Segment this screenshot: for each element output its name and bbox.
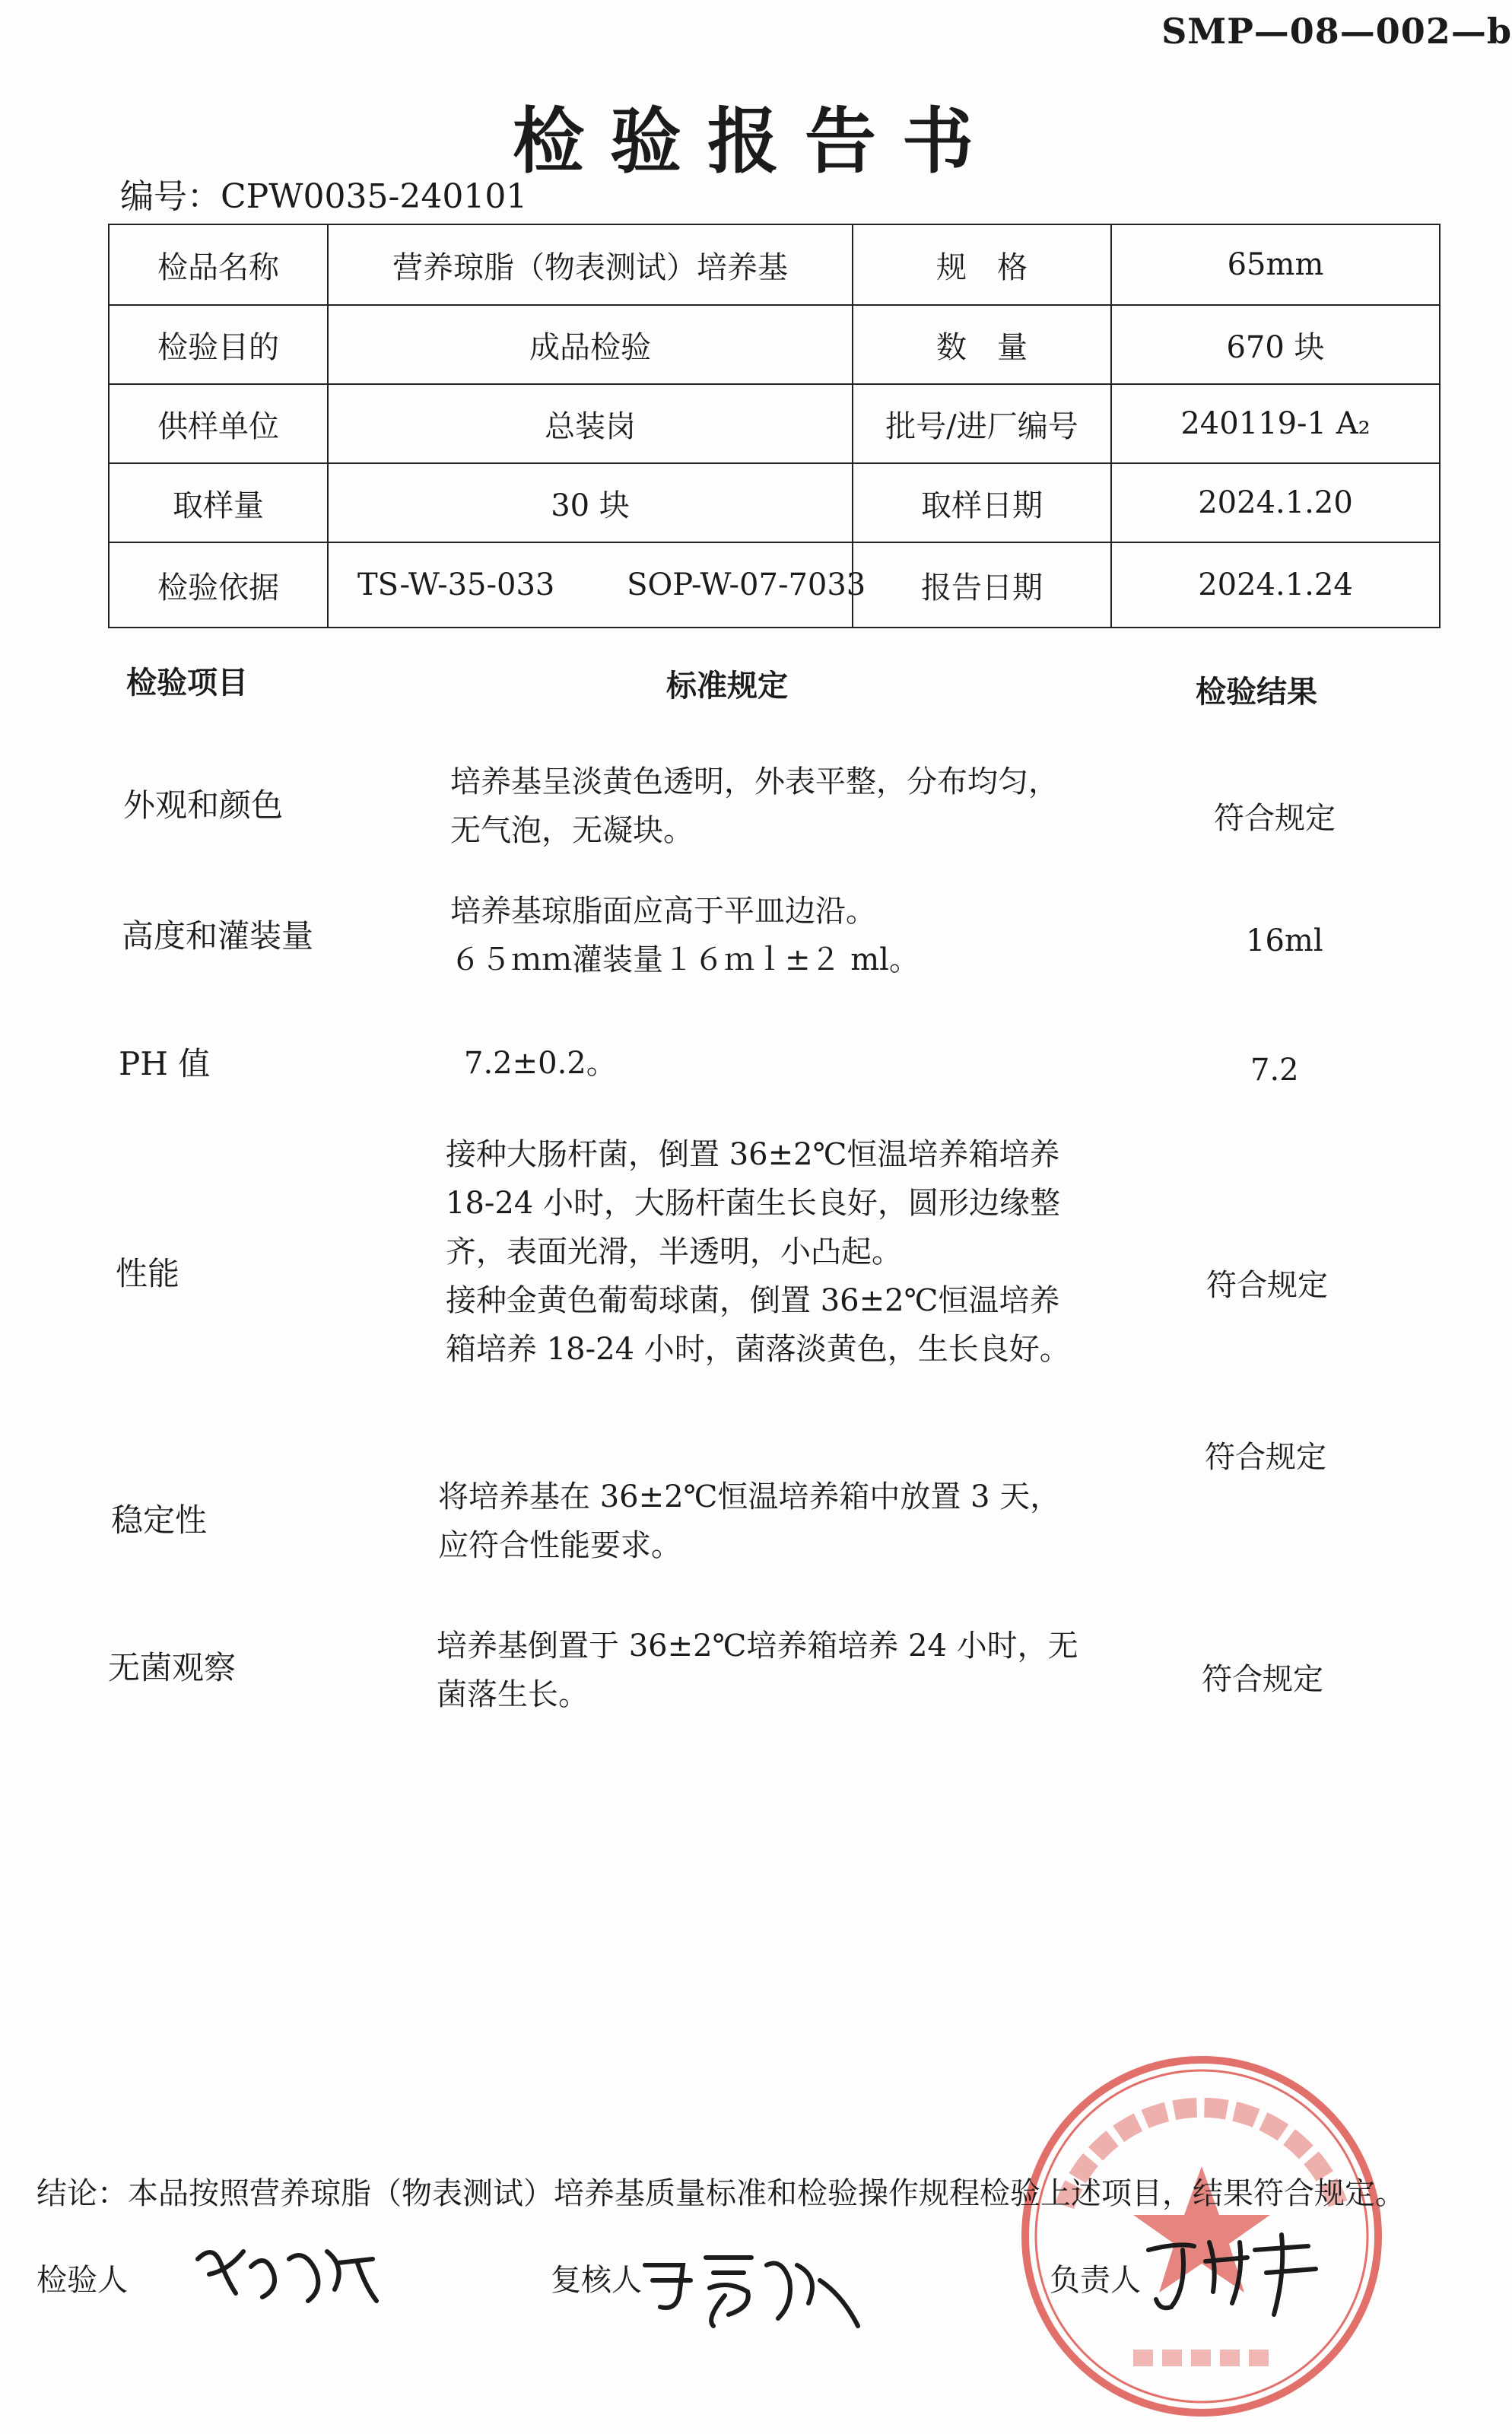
basis-label: 检验依据 xyxy=(109,542,328,628)
standard-line: 接种金黄色葡萄球菌，倒置 36±2℃恒温培养 xyxy=(446,1283,1060,1318)
report-date-value: 2024.1.24 xyxy=(1111,542,1440,628)
reviewer-label: 复核人 xyxy=(551,2263,642,2298)
standard-line: 菌落生长。 xyxy=(437,1677,589,1712)
responsible-label: 负责人 xyxy=(1050,2263,1141,2298)
result-standard xyxy=(437,1622,1078,1719)
basis-doc-1: TS-W-35-033 xyxy=(357,567,555,602)
table-row xyxy=(109,224,1440,305)
result-item-label: 高度和灌装量 xyxy=(122,917,314,955)
standard-line: 7.2±0.2。 xyxy=(464,1046,617,1081)
basis-doc-2: SOP-W-07-7033 xyxy=(627,567,866,602)
purpose-label: 检验目的 xyxy=(109,305,328,384)
quantity-value: 670 块 xyxy=(1111,305,1440,384)
result-standard xyxy=(438,1473,1060,1570)
result-item-label: 外观和颜色 xyxy=(123,786,284,824)
document-number: 编号：CPW0035-240101 xyxy=(120,177,528,216)
product-name-value: 营养琼脂（物表测试）培养基 xyxy=(328,224,853,305)
result-standard xyxy=(450,758,1059,855)
result-standard xyxy=(446,1130,1070,1374)
standard-line: 应符合性能要求。 xyxy=(438,1528,681,1563)
purpose-value: 成品检验 xyxy=(328,305,853,384)
result-item-label: 性能 xyxy=(116,1255,180,1292)
quantity-label: 数 量 xyxy=(853,305,1111,384)
conclusion: 结论：本品按照营养琼脂（物表测试）培养基质量标准和检验操作规程检验上述项目，结果符合规定。 xyxy=(37,2176,1406,2211)
table-row xyxy=(109,305,1440,384)
report-date-label: 报告日期 xyxy=(853,542,1111,628)
result-standard xyxy=(464,1039,617,1088)
basis-value xyxy=(328,542,866,628)
table-row xyxy=(109,463,1440,542)
result-value: 符合规定 xyxy=(1206,1268,1328,1303)
standard-line: 培养基琼脂面应高于平皿边沿。 xyxy=(450,894,876,929)
info-table xyxy=(108,224,1441,628)
sample-amount-value: 30 块 xyxy=(328,463,853,542)
standard-line: 培养基倒置于 36±2℃培养箱培养 24 小时，无 xyxy=(437,1628,1078,1663)
spec-value: 65mm xyxy=(1111,224,1440,305)
result-standard xyxy=(450,887,920,984)
spec-label: 规 格 xyxy=(853,224,1111,305)
sample-date-label: 取样日期 xyxy=(853,463,1111,542)
standard-line: 齐，表面光滑，半透明，小凸起。 xyxy=(446,1234,902,1269)
sample-date-value: 2024.1.20 xyxy=(1111,463,1440,542)
product-name-label: 检品名称 xyxy=(109,224,328,305)
page-title: 检验报告书 xyxy=(512,100,999,183)
table-row xyxy=(109,542,1440,628)
standard-line: ６５ｍｍ灌装量１６ｍｌ±２ ml。 xyxy=(450,942,920,977)
document-code: SMP—08—002—b xyxy=(1161,11,1512,52)
results-header-item: 检验项目 xyxy=(126,665,248,701)
standard-line: 培养基呈淡黄色透明，外表平整，分布均匀， xyxy=(450,764,1059,799)
inspector-label: 检验人 xyxy=(37,2263,128,2298)
batch-label: 批号/进厂编号 xyxy=(853,384,1111,463)
result-value: 16ml xyxy=(1246,923,1323,958)
standard-line: 18-24 小时，大肠杆菌生长良好，圆形边缘整 xyxy=(446,1186,1061,1221)
results-header-result: 检验结果 xyxy=(1196,674,1317,710)
reviewer-signature xyxy=(637,2235,866,2334)
standard-line: 将培养基在 36±2℃恒温培养箱中放置 3 天， xyxy=(438,1479,1061,1514)
result-value: 符合规定 xyxy=(1202,1662,1323,1697)
result-value: 符合规定 xyxy=(1205,1440,1326,1475)
inspector-signature xyxy=(183,2229,388,2312)
batch-value: 240119-1 A₂ xyxy=(1111,384,1440,463)
result-item-label: 无菌观察 xyxy=(108,1649,237,1686)
table-row xyxy=(109,384,1440,463)
result-item-label: 稳定性 xyxy=(111,1501,208,1539)
supplier-value: 总装岗 xyxy=(328,384,853,463)
result-value: 7.2 xyxy=(1250,1053,1299,1088)
result-item-label: PH 值 xyxy=(119,1045,211,1082)
standard-line: 接种大肠杆菌，倒置 36±2℃恒温培养箱培养 xyxy=(446,1137,1060,1172)
responsible-signature xyxy=(1141,2220,1331,2318)
standard-line: 无气泡，无凝块。 xyxy=(450,813,694,848)
sample-amount-label: 取样量 xyxy=(109,463,328,542)
standard-line: 箱培养 18-24 小时，菌落淡黄色，生长良好。 xyxy=(446,1332,1070,1367)
results-header-standard: 标准规定 xyxy=(666,668,788,704)
supplier-label: 供样单位 xyxy=(109,384,328,463)
result-value: 符合规定 xyxy=(1214,801,1336,836)
